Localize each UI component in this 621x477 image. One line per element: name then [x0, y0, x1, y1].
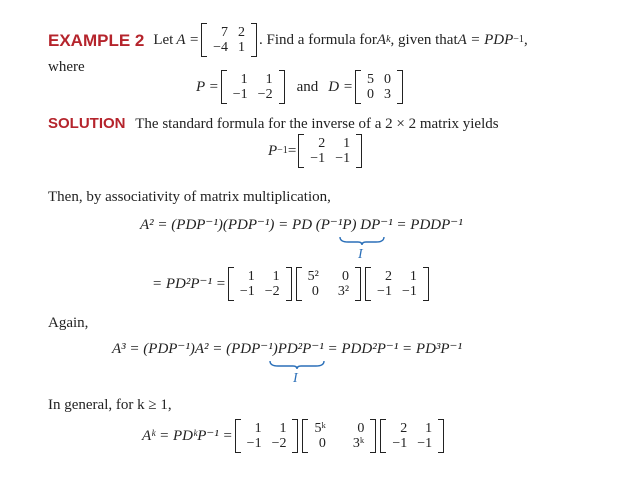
matrix-d: 5 0 0 3 [355, 72, 403, 102]
equation-ak [142, 418, 446, 454]
matrix-dk: 5ᵏ 0 0 3ᵏ [302, 421, 376, 451]
pinv-symbol: P [268, 142, 278, 159]
p-equals: P = [196, 78, 219, 95]
pinv-line: P −1 = 2 1 −1 −1 [268, 134, 364, 168]
matrix-pinv-3: 2 1 −1 −1 [380, 421, 444, 451]
a-equals: A = [176, 31, 200, 48]
equation-a2-matrices [152, 266, 431, 302]
matrix-p-2: 1 1 −1 −2 [228, 269, 292, 299]
identity-label-a2: I [358, 247, 363, 262]
identity-label-a3: I [293, 371, 298, 386]
matrix-d2: 5² 0 0 3² [296, 269, 361, 299]
where-text: where [48, 59, 85, 75]
matrix-pinv-2: 2 1 −1 −1 [365, 269, 429, 299]
solution-heading: SOLUTION [48, 115, 126, 132]
ak-text: Aᵏ = PDᵏP⁻¹ = [142, 427, 233, 444]
p-d-line [196, 70, 405, 104]
relation-text: A = PDP [457, 31, 514, 48]
pd2pinv-text: = PD²P⁻¹ = [152, 275, 226, 292]
given-text: , given that [390, 31, 458, 48]
find-text: . Find a formula for [259, 31, 377, 48]
general-text: In general, for k ≥ 1, [48, 397, 172, 413]
let-text: Let [153, 31, 174, 48]
underbrace-a3 [268, 360, 326, 370]
d-equals: D = [328, 78, 353, 95]
equation-a2: A² = (PDP⁻¹)(PDP⁻¹) = PD (P⁻¹P) DP⁻¹ = PDDP⁻¹ [140, 217, 463, 233]
example-line: EXAMPLE 2 Let A = 7 2 −4 1 . Find a formula for A k , given that A = PDP −1 , [48, 25, 528, 55]
and-text: and [296, 78, 319, 95]
solution-text: The standard formula for the inverse of a 2 × 2 matrix yields [135, 116, 499, 132]
ak-symbol: A [376, 31, 387, 48]
example-heading: EXAMPLE 2 [48, 30, 145, 50]
again-text: Again, [48, 315, 89, 331]
matrix-pinv: 2 1 −1 −1 [298, 136, 362, 166]
matrix-a: 7 2 −4 1 [201, 25, 257, 55]
then-text: Then, by associativity of matrix multiplication, [48, 189, 331, 205]
solution-line [48, 116, 499, 132]
matrix-p-3: 1 1 −1 −2 [235, 421, 299, 451]
underbrace-a2 [338, 236, 386, 246]
equation-a3: A³ = (PDP⁻¹)A² = (PDP⁻¹)PD²P⁻¹ = PDD²P⁻¹ = PD³P⁻¹ [112, 341, 462, 357]
matrix-p: 1 1 −1 −2 [221, 72, 285, 102]
